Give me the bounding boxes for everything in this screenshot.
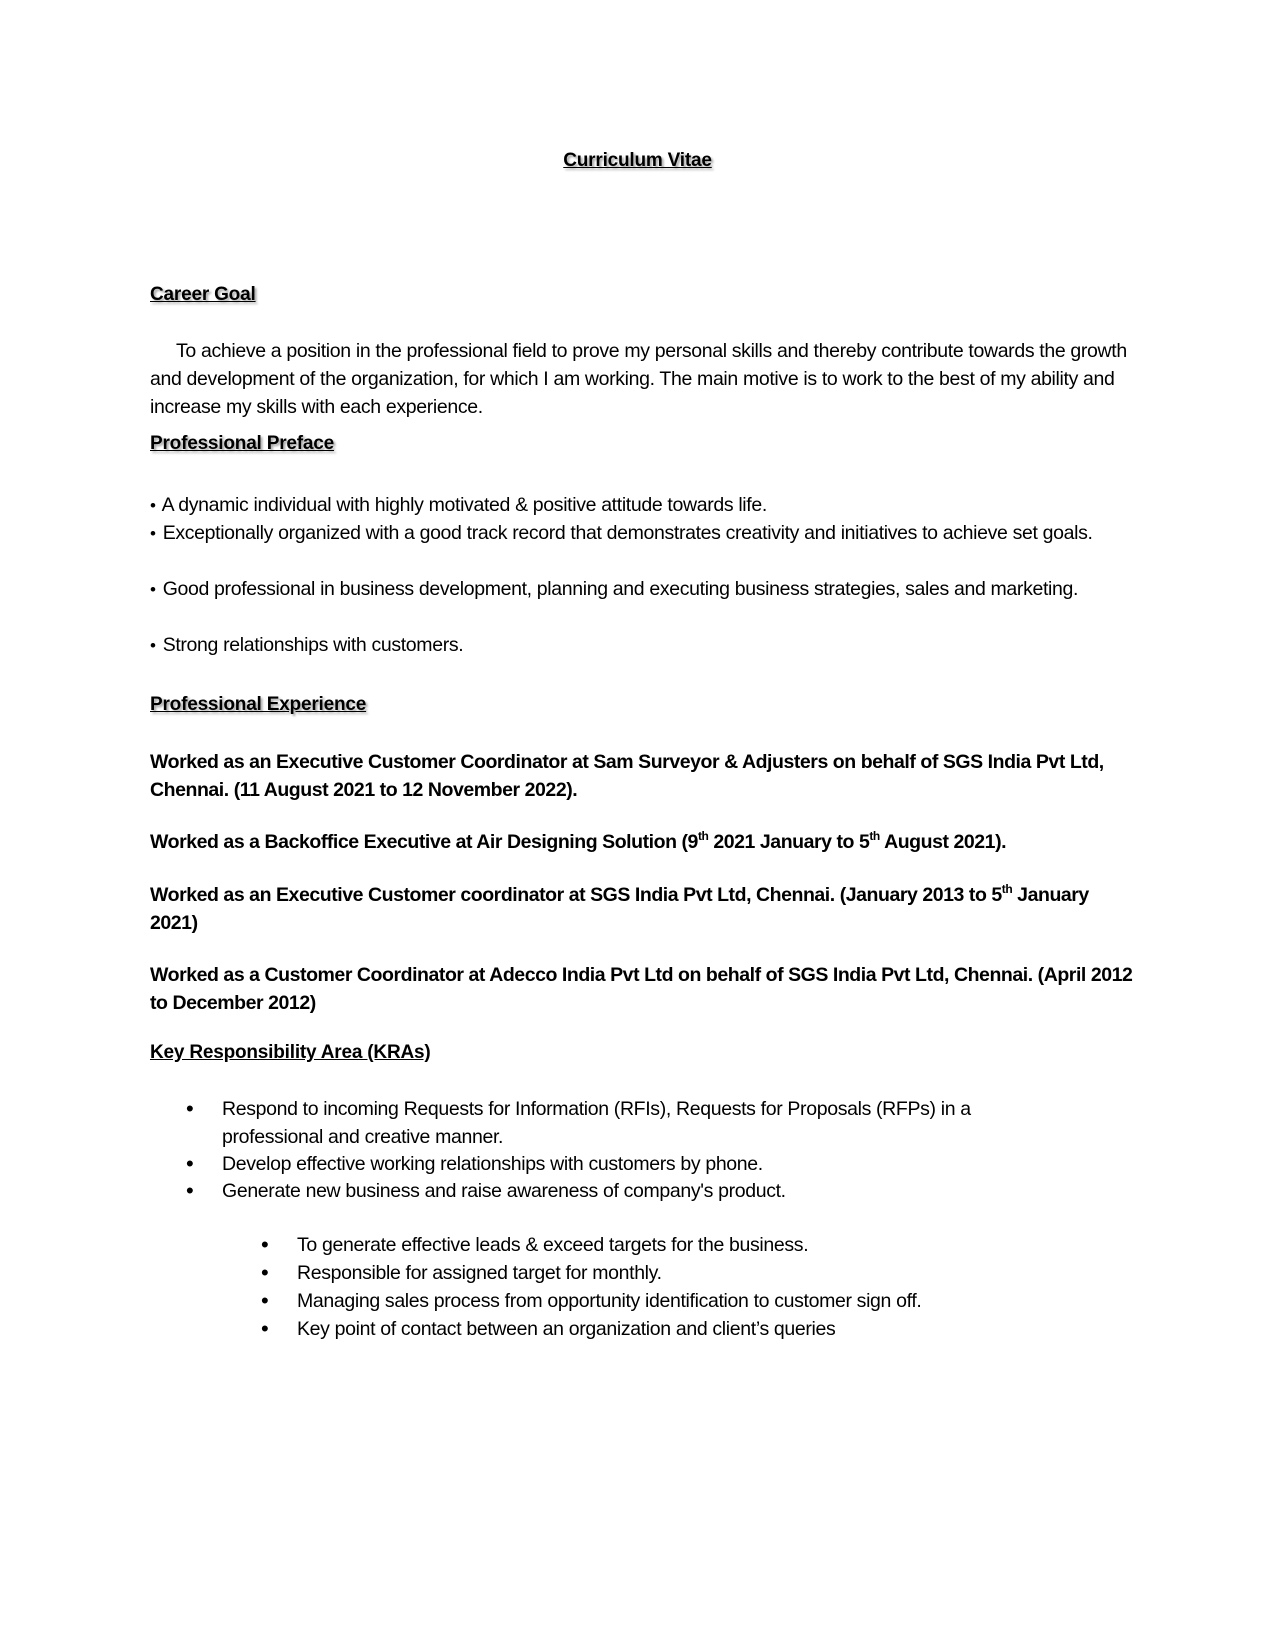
experience-text: August 2021). bbox=[879, 831, 1007, 853]
preface-item bbox=[150, 491, 1130, 520]
experience-text: 2021 January to 5 bbox=[708, 831, 870, 853]
experience-text: Worked as an Executive Customer coordinator at SGS India Pvt Ltd, Chennai. (January 2013 to 5 bbox=[150, 884, 1002, 906]
preface-item bbox=[150, 575, 1130, 604]
kra-heading: Key Responsibility Area (KRAs) bbox=[150, 1042, 431, 1063]
experience-text: January 2021) bbox=[150, 884, 1089, 934]
bullet-icon: • bbox=[186, 1178, 194, 1203]
kra-sub-item-text: Managing sales process from opportunity identification to customer sign off. bbox=[297, 1290, 922, 1312]
bullet-icon: • bbox=[261, 1288, 269, 1313]
bullet-icon: • bbox=[150, 580, 156, 599]
professional-preface-heading: Professional Preface bbox=[150, 433, 334, 454]
bullet-icon: • bbox=[150, 496, 156, 515]
bullet-icon: • bbox=[261, 1232, 269, 1257]
experience-entry bbox=[150, 881, 1140, 937]
experience-entry bbox=[150, 828, 1140, 856]
kra-item-text: Develop effective working relationships with customers by phone. bbox=[222, 1153, 763, 1175]
ordinal-suffix: th bbox=[1001, 882, 1013, 896]
preface-item bbox=[150, 519, 1130, 548]
bullet-icon: • bbox=[261, 1316, 269, 1341]
experience-text: Worked as a Backoffice Executive at Air Designing Solution (9 bbox=[150, 831, 698, 853]
preface-item-text: Good professional in business development, planning and executing business strategies, sales and marketing. bbox=[162, 578, 1079, 600]
preface-item bbox=[150, 631, 1130, 660]
experience-entry: Worked as an Executive Customer Coordinator at Sam Surveyor & Adjusters on behalf of SGS India Pvt Ltd, Chennai. (11 August 2021 to 12 November 2022). bbox=[150, 751, 1104, 801]
preface-item-text: Exceptionally organized with a good track record that demonstrates creativity and initiatives to achieve set goals. bbox=[162, 522, 1093, 544]
experience-entry: Worked as a Customer Coordinator at Adecco India Pvt Ltd on behalf of SGS India Pvt Ltd, Chennai. (April 2012 to December 2012) bbox=[150, 964, 1133, 1014]
professional-experience-heading: Professional Experience bbox=[150, 694, 367, 715]
document-title: Curriculum Vitae bbox=[563, 150, 712, 171]
preface-item-text: A dynamic individual with highly motivated & positive attitude towards life. bbox=[161, 494, 767, 516]
bullet-icon: • bbox=[186, 1151, 194, 1176]
bullet-icon: • bbox=[186, 1096, 194, 1121]
bullet-icon: • bbox=[150, 524, 156, 543]
kra-item-text: Respond to incoming Requests for Information (RFIs), Requests for Proposals (RFPs) in a professional and creative manner. bbox=[222, 1098, 971, 1148]
kra-sub-item-text: To generate effective leads & exceed targets for the business. bbox=[297, 1234, 809, 1256]
kra-item-text: Generate new business and raise awareness of company's product. bbox=[222, 1180, 786, 1202]
kra-sub-item-text: Key point of contact between an organization and client’s queries bbox=[297, 1318, 836, 1340]
bullet-icon: • bbox=[261, 1260, 269, 1285]
ordinal-suffix: th bbox=[697, 829, 709, 843]
bullet-icon: • bbox=[150, 636, 156, 655]
ordinal-suffix: th bbox=[869, 829, 880, 843]
career-goal-text: To achieve a position in the professional field to prove my personal skills and thereby contribute towards the growth and development of the organization, for which I am working. The main motive is to work to the best of my ability and increase my skills with each experience. bbox=[150, 340, 1127, 418]
kra-sub-item-text: Responsible for assigned target for monthly. bbox=[297, 1262, 662, 1284]
career-goal-heading: Career Goal bbox=[150, 284, 256, 305]
preface-item-text: Strong relationships with customers. bbox=[162, 634, 464, 656]
